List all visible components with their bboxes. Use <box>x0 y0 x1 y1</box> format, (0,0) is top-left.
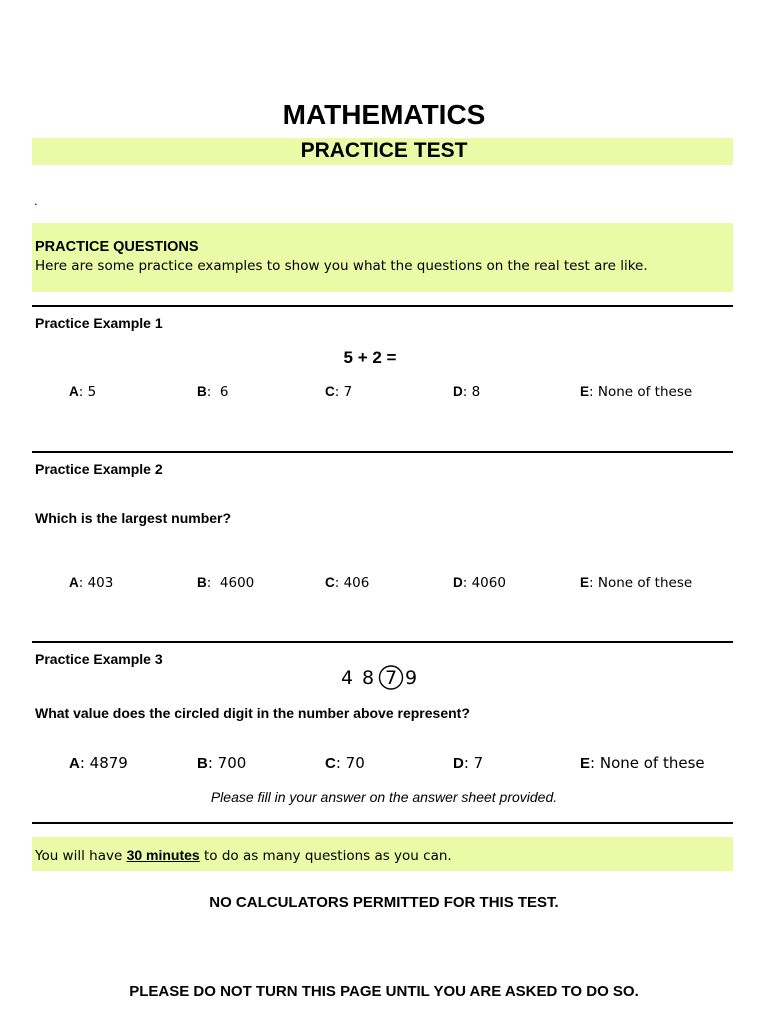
stray-dot: . <box>34 193 38 208</box>
example-3-title: Practice Example 3 <box>35 651 163 667</box>
example-3-option-e: E: None of these <box>580 754 705 772</box>
example-1-title: Practice Example 1 <box>35 315 163 331</box>
example-2-title: Practice Example 2 <box>35 461 163 477</box>
divider <box>32 451 733 453</box>
example-1-equation: 5 + 2 = <box>343 348 397 367</box>
page-subtitle: PRACTICE TEST <box>300 139 468 162</box>
intro-text: Here are some practice examples to show you what the questions on the real test are like. <box>35 258 648 274</box>
intro-heading: PRACTICE QUESTIONS <box>35 239 199 255</box>
circled-number-figure <box>340 664 430 690</box>
example-2-option-c: C: 406 <box>325 575 370 591</box>
number-digit-circled: 7 <box>385 667 398 689</box>
time-instruction: You will have 30 minutes to do as many questions as you can. <box>35 847 452 864</box>
number-digit: 4 <box>341 667 354 689</box>
divider <box>32 641 733 643</box>
example-3-question: What value does the circled digit in the number above represent? <box>35 705 470 721</box>
example-3-option-c: C: 70 <box>325 754 365 772</box>
example-1-option-c: C: 7 <box>325 384 353 400</box>
do-not-turn-notice: PLEASE DO NOT TURN THIS PAGE UNTIL YOU ARE ASKED TO DO SO. <box>129 983 639 1000</box>
example-1-option-b: B: 6 <box>197 384 229 400</box>
divider <box>32 305 733 307</box>
example-1-option-e: E: None of these <box>580 384 693 400</box>
no-calculators-notice: NO CALCULATORS PERMITTED FOR THIS TEST. <box>209 894 559 911</box>
answer-sheet-note: Please fill in your answer on the answer sheet provided. <box>210 789 558 805</box>
number-digit: 9 <box>405 667 418 689</box>
example-2-option-e: E: None of these <box>580 575 693 591</box>
example-3-option-a: A: 4879 <box>69 754 128 772</box>
divider <box>32 822 733 824</box>
example-2-option-b: B: 4600 <box>197 575 255 591</box>
example-3-option-d: D: 7 <box>453 754 484 772</box>
example-1-option-d: D: 8 <box>453 384 481 400</box>
example-1-option-a: A: 5 <box>69 384 97 400</box>
example-2-question: Which is the largest number? <box>35 510 232 526</box>
example-2-option-a: A: 403 <box>69 575 114 591</box>
example-2-option-d: D: 4060 <box>453 575 506 591</box>
example-3-option-b: B: 700 <box>197 754 247 772</box>
page-title: MATHEMATICS <box>282 99 486 130</box>
number-digit: 8 <box>362 667 375 689</box>
time-limit: 30 minutes <box>126 847 200 863</box>
